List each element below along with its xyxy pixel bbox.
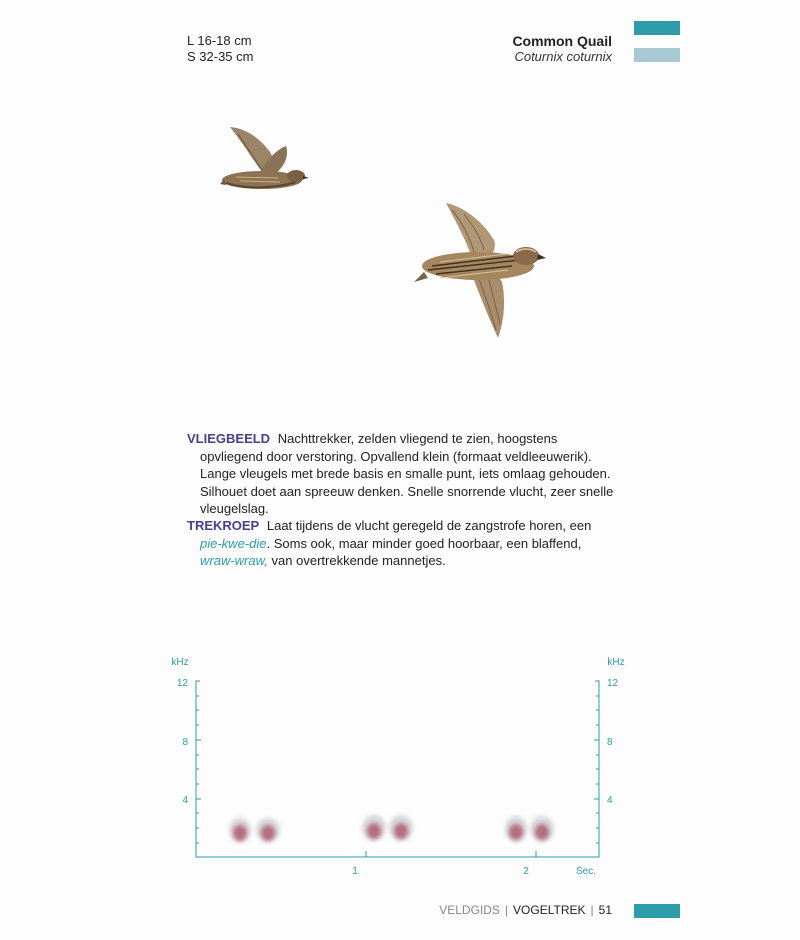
y-tick-12-right: 12 xyxy=(607,678,619,689)
common-name: Common Quail xyxy=(512,33,612,49)
call-text-2: . Soms ook, maar minder goed hoorbaar, een blaffend, xyxy=(266,535,582,551)
x-tick-1: 1 xyxy=(352,866,358,877)
y-tick-4-left: 4 xyxy=(182,795,188,806)
footer-separator-2: | xyxy=(590,903,594,917)
y-tick-12-left: 12 xyxy=(176,678,188,689)
x-tick-2: 2 xyxy=(523,866,529,877)
flight-heading: VLIEGBEELD xyxy=(187,431,271,446)
flight-text: Nachttrekker, zelden vliegend te zien, hoogstens opvliegend door verstoring. Opvallend klein (formaat veldleeuwerik). Lange vleugels met brede basis en smalle punt, iets omlaag gehouden. Silhouet doet aan spreeuw denken. Snelle snorrende vlucht, zeer snelle vleugelslag. xyxy=(200,431,614,516)
y-unit-right: kHz xyxy=(607,657,625,668)
sonogram-marks xyxy=(229,815,554,842)
y-unit-left: kHz xyxy=(171,657,189,668)
call-heading: TREKROEP xyxy=(187,518,260,533)
call-group-1 xyxy=(229,818,280,842)
footer-book: VOGELTREK xyxy=(513,903,586,917)
page-number: 51 xyxy=(598,903,612,917)
call-text-1: Laat tijdens de vlucht geregeld de zangstrofe horen, een xyxy=(266,518,592,533)
call-text-3: van overtrekkende mannetjes. xyxy=(271,553,446,568)
wingspan-label: S 32-35 cm xyxy=(187,49,254,64)
latin-name: Coturnix coturnix xyxy=(514,49,612,64)
y-tick-8-right: 8 xyxy=(607,737,613,748)
call-group-2 xyxy=(362,815,413,841)
call-group-3 xyxy=(505,816,554,842)
y-tick-4-right: 4 xyxy=(607,795,613,806)
page-footer xyxy=(439,902,612,918)
footer-separator-1: | xyxy=(504,903,509,917)
call-word-2: wraw-wraw, xyxy=(200,553,268,568)
x-unit: Sec. xyxy=(575,866,597,877)
length-label: L 16-18 cm xyxy=(187,33,252,48)
tab-bar-footer xyxy=(634,904,680,918)
call-word-1: pie-kwe-die xyxy=(200,535,267,551)
footer-guide: VELDGIDS xyxy=(439,903,500,917)
y-tick-8-left: 8 xyxy=(182,737,188,748)
